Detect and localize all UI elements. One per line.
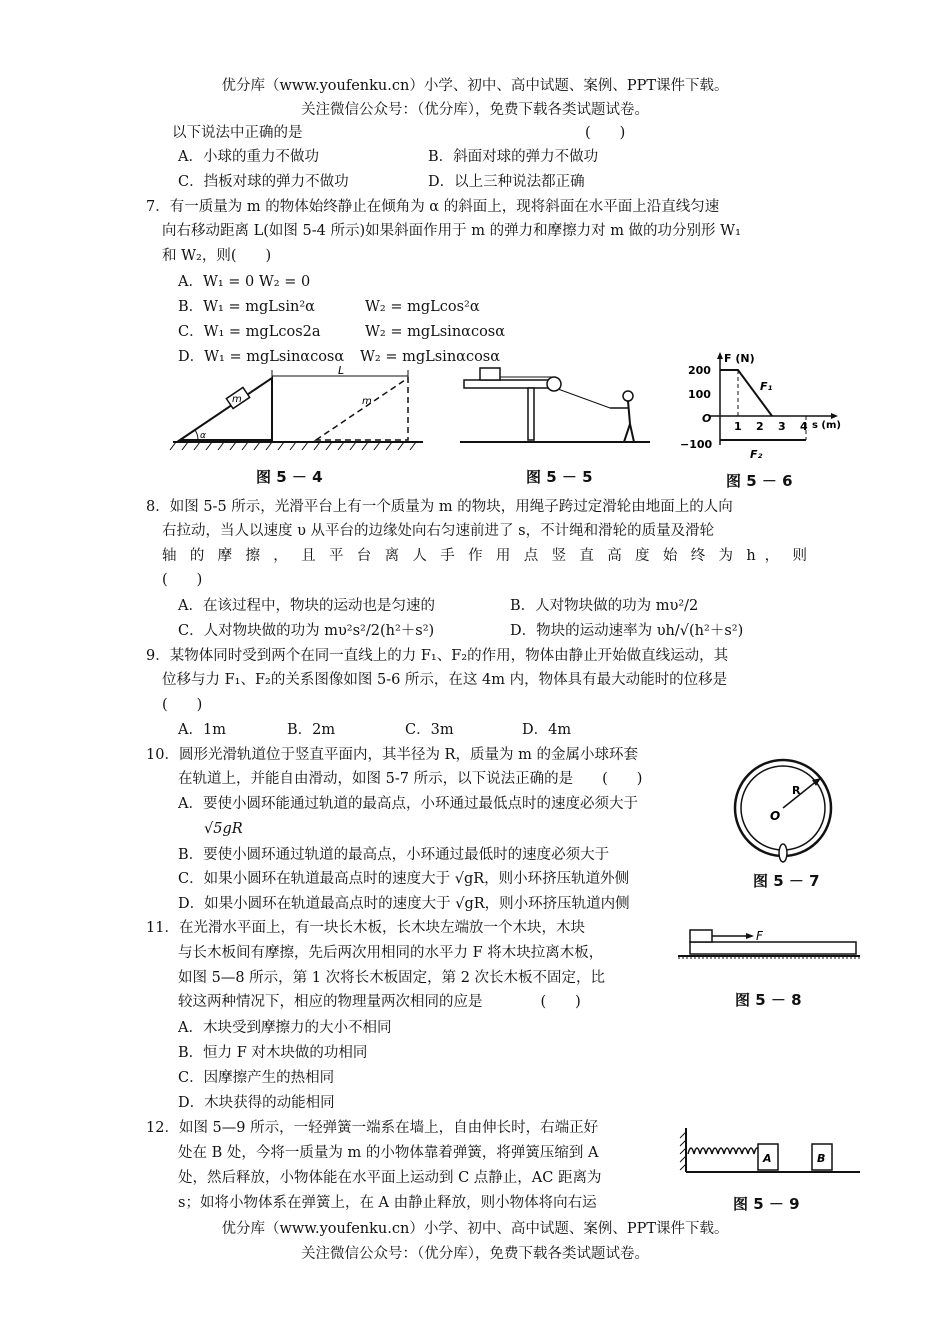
q10-line-1: 10．圆形光滑轨道位于竖直平面内，其半径为 R，质量为 m 的金属小球环套 [146, 747, 638, 763]
figure-5-8-caption: 图 5 － 8 [735, 991, 802, 1009]
q7-line-2: 向右移动距离 L(如图 5-4 所示)如果斜面作用于 m 的弹力和摩擦力对 m 做的功分别形 W₁ [162, 223, 741, 239]
q11-option-c: C．因摩擦产生的热相同 [178, 1070, 335, 1086]
q11-option-a: A．木块受到摩擦力的大小不相同 [178, 1020, 392, 1036]
figure-5-4 [168, 366, 428, 456]
footer-line-2: 关注微信公众号：（优分库），免费下载各类试题试卷。 [301, 1246, 649, 1262]
figure-5-6-caption: 图 5 － 6 [726, 472, 793, 490]
mass-label: m [232, 394, 242, 405]
q11-option-b: B．恒力 F 对木块做的功相同 [178, 1045, 368, 1061]
tick-minus-100: −100 [680, 438, 713, 451]
q10-line-2: 在轨道上，并能自由滑动，如图 5-7 所示，以下说法正确的是 ( ) [178, 771, 643, 787]
center-label: O [770, 809, 781, 823]
f1-label: F₁ [760, 380, 773, 393]
block [480, 368, 500, 380]
q7-option-b-w2: W₂ = mgLcos²α [365, 299, 480, 315]
q6-option-a: A．小球的重力不做功 [178, 149, 319, 165]
header-line-1: 优分库（www.youfenku.cn）小学、初中、高中试题、案例、PPT课件下载。 [221, 78, 729, 94]
q8-option-b: B．人对物块做的功为 mυ²/2 [510, 598, 699, 614]
q10-option-c: C．如果小圆环在轨道最高点时的速度大于 √gR，则小环挤压轨道外侧 [178, 871, 630, 887]
small-block [690, 930, 712, 942]
figure-5-9-caption: 图 5 － 9 [733, 1195, 800, 1213]
q10-option-d: D．如果小圆环在轨道最高点时的速度大于 √gR，则小环挤压轨道内侧 [178, 896, 630, 912]
x-axis-label: s (m) [812, 420, 841, 431]
q6-option-b: B．斜面对球的弹力不做功 [428, 149, 599, 165]
q8-line-2: 右拉动，当人以速度 υ 从平台的边缘处向右匀速前进了 s，不计绳和滑轮的质量及滑轮 [162, 523, 715, 539]
q10-option-a: A．要使小圆环能通过轨道的最高点，小环通过最低点时的速度必须大于 [178, 796, 638, 812]
figure-5-9 [676, 1124, 862, 1180]
spring [688, 1148, 760, 1154]
long-board [690, 942, 856, 954]
q8-line-1: 8．如图 5-5 所示，光滑平台上有一个质量为 m 的物块，用绳子跨过定滑轮由地面上的人向 [146, 499, 733, 515]
q7-line-1: 7．有一质量为 m 的物体始终静止在倾角为 α 的斜面上，现将斜面在水平面上沿直线匀速 [146, 199, 720, 215]
tick-200: 200 [688, 364, 711, 377]
label-a: A [763, 1152, 772, 1165]
tick-3: 3 [778, 420, 786, 433]
tick-4: 4 [800, 420, 808, 433]
q11-line-4: 较这两种情况下，相应的物理量两次相同的应是 ( ) [178, 994, 581, 1010]
q6-answer-bracket: ( ) [585, 125, 626, 141]
force-label: F [756, 929, 763, 943]
figure-5-7-caption: 图 5 － 7 [753, 872, 820, 890]
figure-5-6 [680, 350, 850, 460]
header-line-2: 关注微信公众号：（优分库），免费下载各类试题试卷。 [301, 102, 649, 118]
q9-line-3: ( ) [162, 697, 203, 713]
mass-label-2: m [362, 396, 372, 407]
platform [464, 380, 554, 388]
q10-option-a-value: √5gR [204, 821, 243, 837]
q9-option-a: A．1m [178, 722, 226, 738]
f1-line [720, 370, 772, 416]
q7-option-c-w1: C．W₁ = mgLcos2a [178, 324, 321, 340]
q9-option-b: B．2m [287, 722, 336, 738]
q12-line-3: 处，然后释放，小物体能在水平面上运动到 C 点静止，AC 距离为 [178, 1170, 602, 1186]
q7-option-a: A．W₁ = 0 W₂ = 0 [178, 274, 311, 290]
q9-option-d: D．4m [522, 722, 572, 738]
q12-line-1: 12．如图 5—9 所示，一轻弹簧一端系在墙上，自由伸长时，右端正好 [146, 1120, 599, 1136]
tick-2: 2 [756, 420, 764, 433]
q8-line-4: ( ) [162, 572, 203, 588]
distance-label: L [338, 366, 345, 377]
q12-line-2: 处在 B 处，今将一质量为 m 的小物体靠着弹簧，将弹簧压缩到 A [178, 1145, 599, 1161]
q8-option-d: D．物块的运动速率为 υh/√(h²＋s²) [510, 623, 744, 639]
q7-line-3: 和 W₂，则( ) [162, 248, 272, 264]
q8-line-3: 轴 的 摩 擦 ， 且 平 台 离 人 手 作 用 点 竖 直 高 度 始 终 为 h ， 则 [162, 548, 807, 564]
incline [180, 378, 272, 440]
q7-option-d-w1: D．W₁ = mgLsinαcosα [178, 349, 345, 365]
q9-line-1: 9．某物体同时受到两个在同一直线上的力 F₁、F₂的作用，物体由静止开始做直线运动，其 [146, 648, 729, 664]
q11-line-1: 11．在光滑水平面上，有一块长木板，长木块左端放一个木块，木块 [146, 920, 585, 936]
figure-5-8 [676, 922, 862, 970]
q7-option-c-w2: W₂ = mgLsinαcosα [365, 324, 506, 340]
q11-option-d: D．木块获得的动能相同 [178, 1095, 335, 1111]
q10-option-b: B．要使小圆环通过轨道的最高点，小环通过最低时的速度必须大于 [178, 847, 610, 863]
angle-label: α [200, 431, 206, 441]
figure-5-5-caption: 图 5 － 5 [526, 468, 593, 486]
radius-label: R [792, 784, 801, 797]
q12-line-4: s；如将小物体系在弹簧上，在 A 由静止释放，则小物体将向右运 [178, 1195, 597, 1211]
origin-label: O [702, 412, 712, 425]
footer-line-1: 优分库（www.youfenku.cn）小学、初中、高中试题、案例、PPT课件下载。 [221, 1221, 729, 1237]
f2-label: F₂ [750, 448, 763, 460]
q9-option-c: C．3m [405, 722, 454, 738]
tick-1: 1 [734, 420, 742, 433]
q11-line-3: 如图 5—8 所示，第 1 次将长木板固定，第 2 次长木板不固定，比 [178, 970, 606, 986]
q11-line-2: 与长木板间有摩擦，先后两次用相同的水平力 F 将木块拉离木板， [178, 945, 604, 961]
q6-option-c: C．挡板对球的弹力不做功 [178, 174, 349, 190]
ring [779, 844, 787, 862]
figure-5-7 [728, 756, 838, 864]
q8-option-a: A．在该过程中，物块的运动也是匀速的 [178, 598, 435, 614]
figure-5-5 [458, 360, 654, 456]
person [623, 391, 633, 401]
q8-option-c: C．人对物块做的功为 mυ²s²/2(h²＋s²) [178, 623, 435, 639]
figure-5-4-caption: 图 5 － 4 [256, 468, 323, 486]
label-b: B [817, 1152, 826, 1165]
q7-option-d-w2: W₂ = mgLsinαcosα [360, 349, 501, 365]
q9-line-2: 位移与力 F₁、F₂的关系图像如图 5-6 所示，在这 4m 内，物体具有最大动能时的位移是 [162, 672, 728, 688]
y-axis-label: F (N) [724, 352, 755, 365]
q6-stem: 以下说法中正确的是 [172, 125, 303, 141]
q6-option-d: D．以上三种说法都正确 [428, 174, 585, 190]
q7-option-b-w1: B．W₁ = mgLsin²α [178, 299, 315, 315]
tick-100: 100 [688, 388, 711, 401]
